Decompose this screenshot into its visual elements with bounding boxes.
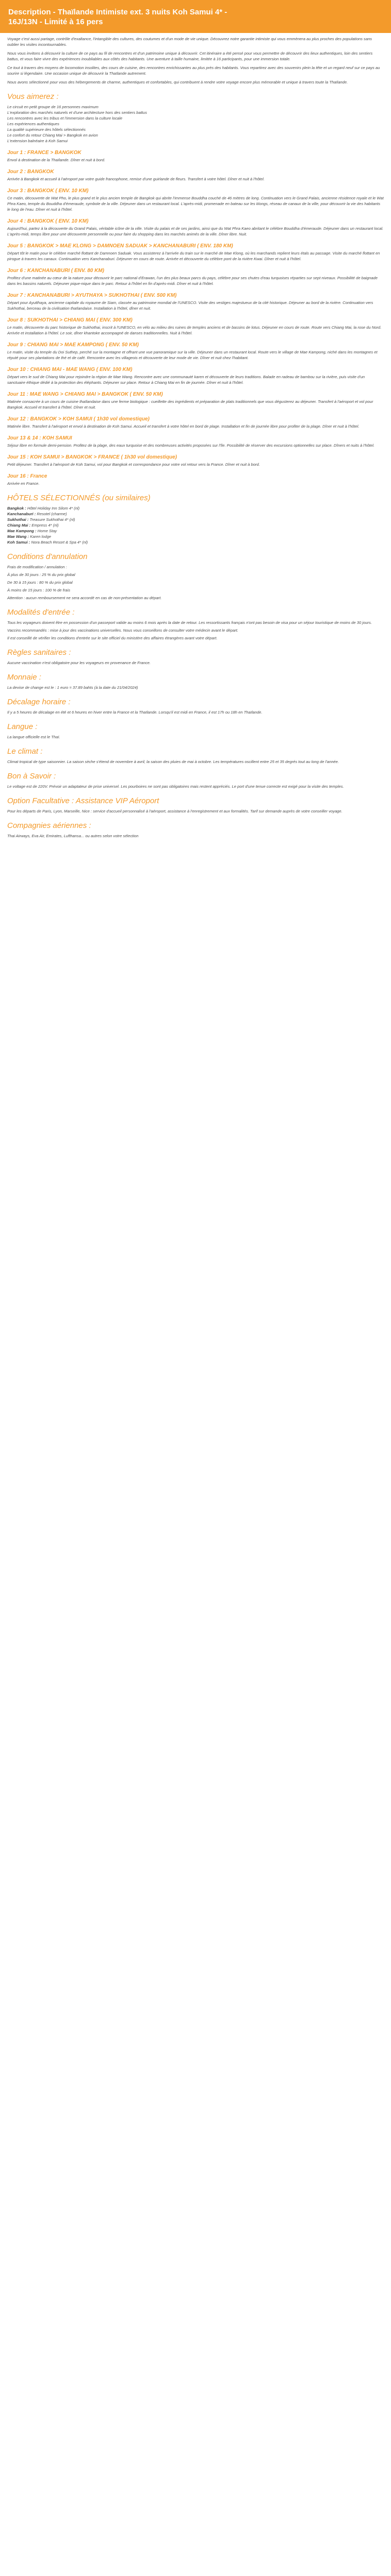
health-paragraph: Aucune vaccination n'est obligatoire pour les voyageurs en provenance de France. (7, 660, 151, 665)
hotel-name: Resotel (charme) (37, 512, 67, 516)
list-item: Le confort du retour Chiang Mai > Bangkok en avion (7, 133, 98, 138)
hotel-name: Nora Beach Resort & Spa 4* (nl) (31, 540, 88, 545)
hotel-city: Mae Kampong : (7, 529, 37, 533)
currency-title: Monnaie : (7, 673, 41, 682)
hotel-city: Koh Samui : (7, 540, 30, 545)
hotel-name: Karen lodge (30, 534, 52, 539)
day-title: Jour 15 : KOH SAMUI > BANGKOK > FRANCE ( 1h30 vol domestique) (7, 454, 177, 460)
tips-title: Bon à Savoir : (7, 772, 56, 781)
itinerary-day (7, 218, 384, 237)
climate-paragraph: Climat tropical de type saisonnier. La saison sèche s'étend de novembre à avril, la saison des pluies de mai à octobre. Les températures oscillent entre 25 et 35 degrés tout au long de l'année. (7, 759, 339, 764)
health-text (7, 660, 384, 666)
hotel-city: Mae Wang : (7, 534, 29, 539)
page-title: Description - Thaïlande Intimiste ext. 3 nuits Koh Samui 4* - (8, 8, 227, 16)
day-text: Le matin, découverte du parc historique de Sukhothai, inscrit à l'UNESCO, en vélo au milieu des ruines de temples anciens et de bassins de lotus. Déjeuner en cours de route. Route vers Chiang Mai, la rose du Nord. Arrivée et installation à l'hôtel. Le soir, dîner khantoke accompagné de danses traditionnelles. Nuit à l'hôtel. (7, 325, 382, 335)
day-title: Jour 10 : CHIANG MAI - MAE WANG ( ENV. 100 KM) (7, 367, 133, 372)
currency-text (7, 685, 384, 690)
airlines-text (7, 833, 384, 839)
formalities-paragraph: Il est conseillé de vérifier les conditions d'entrée sur le site officiel du ministère des affaires étrangères avant votre départ. (7, 636, 218, 640)
day-title: Jour 9 : CHIANG MAI > MAE KAMPONG ( ENV. 50 KM) (7, 342, 139, 348)
climate-text (7, 759, 384, 765)
airlines-title: Compagnies aériennes : (7, 821, 91, 830)
formalities-paragraph: Vaccins recommandés : mise à jour des vaccinations universelles. Nous vous conseillons de consulter votre médecin avant le départ. (7, 628, 238, 633)
page-subtitle: 16J/13N - Limité à 16 pers (8, 18, 103, 26)
day-text: Départ pour Ayutthaya, ancienne capitale du royaume de Siam, classée au patrimoine mondial de l'UNESCO. Visite des vestiges majestueux de la cité historique. Déjeuner au bord de la rivière. Continuation vers Sukhothai, berceau de la civilisation thaïlandaise. Installation à l'hôtel, dîner et nuit. (7, 300, 373, 311)
day-text: Départ tôt le matin pour le célèbre marché flottant de Damnoen Saduak. Vous assisterez à l'arrivée du train sur le marché de Mae Klong, où les marchands replient leurs étals au passage. Visite du marché flottant en pirogue à travers les canaux. Continuation vers Kanchanaburi. Déjeuner en cours de route. Arrivée et découverte du célèbre pont de la rivière Kwai. Dîner et nuit à l'hôtel. (7, 251, 380, 261)
hotel-name: Treasure Sukhothai 4* (nl) (29, 517, 75, 522)
itinerary (7, 150, 384, 486)
day-text: Envol à destination de la Thaïlande. Dîner et nuit à bord. (7, 158, 105, 162)
highlights-list (7, 104, 384, 144)
day-text: Séjour libre en formule demi-pension. Profitez de la plage, des eaux turquoise et des nombreuses activités proposées sur l'île. Possibilité de réserver des excursions optionnelles sur place. Dîners et nuits à l'hôtel. (7, 443, 375, 448)
climate-title: Le climat : (7, 747, 43, 756)
hotel-item (7, 534, 384, 539)
list-item: Les expériences authentiques (7, 122, 59, 126)
hotel-name: Hôtel Holiday Inn Silom 4* (nl) (27, 506, 80, 511)
intro-paragraph: Nous avons sélectionné pour vous des hébergements de charme, authentiques et confortables, qui contribuent à rendre votre voyage encore plus mémorable et unique à travers toute la Thaïlande. (7, 80, 348, 84)
itinerary-day (7, 435, 384, 448)
intro-paragraph: Ce tout à travers des moyens de locomotion insolites, des cours de cuisine, des rencontres enrichissantes au plus près des habitants. Vous repartirez avec des souvenirs plein la tête et un regard neuf sur ce pays au sourire si légendaire. Une occasion unique de découvrir la Thaïlande autrement. (7, 65, 380, 76)
conditions-line: Attention : aucun remboursement ne sera accordé en cas de non-présentation au départ. (7, 596, 162, 600)
day-text: Ce matin, découverte de Wat Pho, le plus grand et le plus ancien temple de Bangkok qui abrite l'immense Bouddha couché de 46 mètres de long. Continuation vers le Grand Palais, ancienne résidence royale et le Wat Phra Kaeo, temple du Bouddha d'émeraude, symbole de la ville. Déjeuner dans un restaurant local. L'après-midi, promenade en bateau sur les klongs, réseau de canaux de la ville, pour découvrir la vie des habitants le long de l'eau. Dîner et nuit à l'hôtel. (7, 196, 384, 212)
list-item: Les rencontres avec les tribus et l'immersion dans la culture locale (7, 116, 123, 121)
page (0, 0, 391, 846)
intro (7, 36, 384, 85)
tips-paragraph: Le voltage est de 220V. Prévoir un adaptateur de prise universel. Les pourboires ne sont pas obligatoires mais restent appréciés. Le port d'une tenue correcte est exigé pour la visite des temples. (7, 784, 344, 789)
day-title: Jour 1 : FRANCE > BANGKOK (7, 150, 82, 156)
health-title: Règles sanitaires : (7, 648, 71, 657)
hotel-city: Kanchanaburi : (7, 512, 36, 516)
day-title: Jour 5 : BANGKOK > MAE KLONG > DAMNOEN SADUAK > KANCHANABURI ( ENV. 180 KM) (7, 243, 233, 249)
assistance-text (7, 808, 384, 814)
day-text: Aujourd'hui, partez à la découverte du Grand Palais, véritable icône de la ville. Visite du palais et de ses jardins, ainsi que du Wat Phra Kaeo abritant le célèbre Bouddha d'émeraude. Déjeuner dans un restaurant local. L'après-midi, temps libre pour une découverte personnelle ou pour faire du shopping dans les marchés animés de la ville. Dîner libre. Nuit. (7, 226, 384, 236)
formalities-paragraph: Tous les voyageurs doivent être en possession d'un passeport valide au moins 6 mois après la date de retour. Les ressortissants français n'ont pas besoin de visa pour un séjour touristique de moins de 30 jours. (7, 620, 372, 625)
hotels-list (7, 505, 384, 545)
assistance-title: Option Facultative : Assistance VIP Aéroport (7, 796, 159, 805)
hotel-item (7, 522, 384, 528)
day-text: Matinée consacrée à un cours de cuisine thaïlandaise dans une ferme biologique : cueillette des ingrédients et préparation de plats traditionnels que vous dégusterez au déjeuner. Transfert à l'aéroport et vol pour Bangkok. Accueil et transfert à l'hôtel. Dîner et nuit. (7, 399, 373, 410)
day-title: Jour 16 : France (7, 473, 47, 479)
itinerary-day (7, 454, 384, 467)
conditions-title: Conditions d'annulation (7, 552, 88, 561)
itinerary-day (7, 293, 384, 311)
day-text: Arrivée en France. (7, 481, 40, 486)
tips-text (7, 784, 384, 789)
hotel-city: Sukhothai : (7, 517, 29, 522)
itinerary-day (7, 416, 384, 429)
day-text: Matinée libre. Transfert à l'aéroport et envol à destination de Koh Samui. Accueil et transfert à votre hôtel en bord de plage. Installation et fin de journée libre pour profiter de la plage. Dîner et nuit à l'hôtel. (7, 424, 360, 429)
list-item: Le circuit en petit groupe de 16 personnes maximum (7, 105, 99, 109)
conditions-line: À plus de 30 jours : 25 % du prix global (7, 572, 75, 577)
day-title: Jour 4 : BANGKOK ( ENV. 10 KM) (7, 218, 89, 224)
list-item: L'exploration des marchés naturels et d'une architecture hors des sentiers battus (7, 110, 147, 115)
intro-paragraph: Voyage c'est aussi partage, contrôle d'exaltance, l'intangible des cultures, des coutumes et d'un mode de vie unique. Découvrez notre garantie intimiste qui vous emmènera au plus proches des populations sans oublier les visites incontournables. (7, 37, 372, 47)
language-text (7, 734, 384, 740)
hotel-name: Empress 4* (nl) (31, 523, 59, 528)
day-title: Jour 2 : BANGKOK (7, 169, 54, 175)
hotel-item (7, 505, 384, 511)
list-item: La qualité supérieure des hôtels sélectionnés (7, 127, 86, 132)
day-title: Jour 6 : KANCHANABURI ( ENV. 80 KM) (7, 268, 104, 274)
assistance-paragraph: Pour les départs de Paris, Lyon, Marseille, Nice : service d'accueil personnalisé à l'aéroport, assistance à l'enregistrement et aux formalités. Tarif sur demande auprès de votre conseiller voyage. (7, 809, 343, 814)
hotel-item (7, 517, 384, 522)
itinerary-day (7, 367, 384, 385)
itinerary-day (7, 169, 384, 182)
itinerary-day (7, 150, 384, 163)
timezone-title: Décalage horaire : (7, 698, 71, 706)
hotel-item (7, 511, 384, 517)
conditions-line: De 30 à 15 jours : 80 % du prix global (7, 580, 73, 585)
day-text: Petit déjeuner. Transfert à l'aéroport de Koh Samui, vol pour Bangkok et correspondance pour votre vol retour vers la France. Dîner et nuit à bord. (7, 462, 260, 467)
airlines-paragraph: Thai Airways, Eva Air, Emirates, Lufthansa... ou autres selon votre sélection (7, 834, 139, 838)
intro-paragraph: Nous vous invitons à découvrir la culture de ce pays au fil de rencontres et d'un patrimoine unique à découvrir. Cet itinéraire a été pensé pour vous permettre de découvrir des lieux authentiques, loin des sentiers battus, et vous faire vivre des expériences inoubliables aux côtés des habitants. Une aventure à taille humaine, limitée à 16 participants, pour une immersion totale. (7, 51, 373, 61)
hotel-name: Home Stay (37, 529, 57, 533)
language-title: Langue : (7, 722, 38, 731)
itinerary-day (7, 342, 384, 361)
day-text: Départ vers le sud de Chiang Mai pour rejoindre la région de Mae Wang. Rencontre avec une communauté karen et découverte de leurs traditions. Balade en radeau de bambou sur la rivière, puis visite d'un sanctuaire éthique dédié à la protection des éléphants. Déjeuner sur place. Retour à Chiang Mai en fin de journée. Dîner et nuit à l'hôtel. (7, 375, 365, 385)
content (0, 33, 391, 846)
day-text: Arrivée à Bangkok et accueil à l'aéroport par votre guide francophone, remise d'une guirlande de fleurs. Transfert à votre hôtel. Dîner et nuit à l'hôtel. (7, 177, 265, 181)
language-paragraph: La langue officielle est le Thaï. (7, 735, 60, 739)
timezone-paragraph: Il y a 5 heures de décalage en été et 6 heures en hiver entre la France et la Thaïlande. Lorsqu'il est midi en France, il est 17h ou 18h en Thaïlande. (7, 710, 263, 715)
itinerary-day (7, 243, 384, 262)
itinerary-day (7, 188, 384, 212)
day-title: Jour 12 : BANGKOK > KOH SAMUI ( 1h30 vol domestique) (7, 416, 150, 422)
formalities-text (7, 620, 384, 641)
highlights-title: Vous aimerez : (7, 92, 59, 101)
day-title: Jour 8 : SUKHOTHAI > CHIANG MAI ( ENV. 300 KM) (7, 317, 133, 323)
day-title: Jour 13 & 14 : KOH SAMUI (7, 435, 72, 441)
hotel-city: Chiang Mai : (7, 523, 31, 528)
conditions-text (7, 564, 384, 601)
currency-paragraph: La devise de change est le : 1 euro = 37.89 bahts (à la date du 21/04/2024) (7, 685, 138, 690)
day-text: Le matin, visite du temple du Doi Suthep, perché sur la montagne et offrant une vue panoramique sur la ville. Déjeuner dans un restaurant local. Route vers le village de Mae Kampong, niché dans les montagnes et réputé pour ses plantations de thé et de café. Rencontre avec les villageois et découverte de leur mode de vie. Dîner et nuit chez l'habitant. (7, 350, 378, 360)
hotel-city: Bangkok : (7, 506, 26, 511)
itinerary-day (7, 317, 384, 336)
list-item: L'extension balnéaire à Koh Samui (7, 139, 68, 143)
day-title: Jour 11 : MAE WANG > CHIANG MAI > BANGKOK ( ENV. 50 KM) (7, 392, 163, 397)
day-title: Jour 7 : KANCHANABURI > AYUTHAYA > SUKHOTHAI ( ENV. 500 KM) (7, 293, 177, 298)
itinerary-day (7, 392, 384, 410)
conditions-line: À moins de 15 jours : 100 % de frais (7, 588, 70, 592)
header-banner (0, 0, 391, 33)
hotels-title: HÔTELS SÉLECTIONNÉS (ou similaires) (7, 494, 151, 502)
conditions-line: Frais de modification / annulation : (7, 565, 67, 569)
day-title: Jour 3 : BANGKOK ( ENV. 10 KM) (7, 188, 89, 194)
formalities-title: Modalités d'entrée : (7, 608, 75, 617)
hotel-item (7, 528, 384, 534)
timezone-text (7, 709, 384, 715)
day-text: Profitez d'une matinée au cœur de la nature pour découvrir le parc national d'Erawan, l'un des plus beaux parcs du pays, célèbre pour ses chutes d'eau turquoises réparties sur sept niveaux. Possibilité de baignade dans les bassins naturels. Déjeuner pique-nique dans le parc. Retour à l'hôtel en fin d'après-midi. Dîner et nuit à l'hôtel. (7, 276, 378, 286)
hotel-item (7, 539, 384, 545)
itinerary-day (7, 268, 384, 286)
itinerary-day (7, 473, 384, 486)
